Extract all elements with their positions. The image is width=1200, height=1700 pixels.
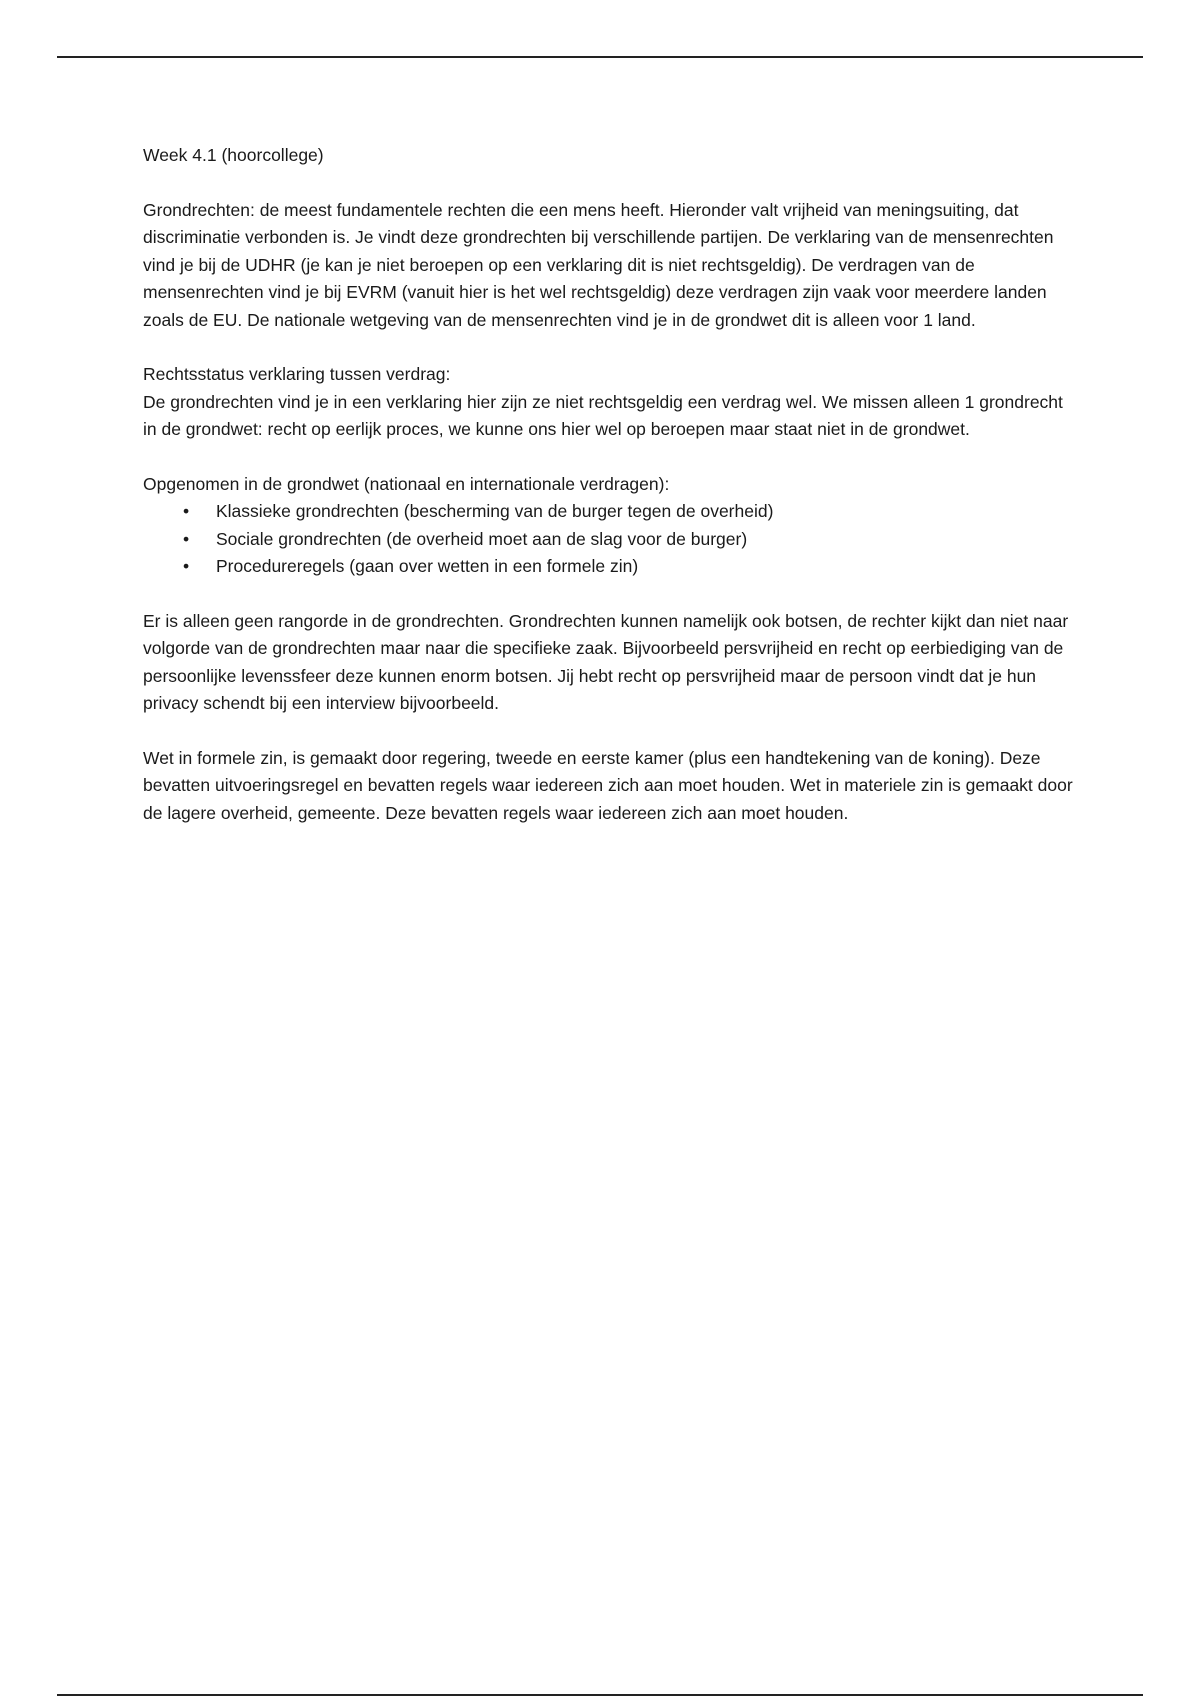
page-title: Week 4.1 (hoorcollege) (143, 145, 324, 165)
header-rule (57, 56, 1143, 58)
paragraph-opgenomen-heading: Opgenomen in de grondwet (nationaal en internationale verdragen): (143, 473, 670, 494)
document-body (143, 142, 1078, 854)
list-item (143, 526, 1078, 554)
bullet-list (143, 498, 1078, 581)
paragraph-wet: Wet in formele zin, is gemaakt door regering, tweede en eerste kamer (plus een handtekening van de koning). Deze bevatten uitvoeringsregel en bevatten regels waar iedereen zich aan moet houden. Wet in materiele zin is gemaakt door de lagere overheid, gemeente. Deze bevatten regels waar iedereen zich aan moet houden. (143, 747, 1073, 823)
paragraph-rechtsstatus-heading: Rechtsstatus verklaring tussen verdrag: (143, 364, 451, 384)
bullet-icon: • (183, 556, 190, 576)
list-item (143, 498, 1078, 526)
paragraph-rechtsstatus-body: De grondrechten vind je in een verklaring hier zijn ze niet rechtsgeldig een verdrag wel. We missen alleen 1 grondrecht in de grondwet: recht op eerlijk proces, we kunne ons hier wel op beroepen maar staat niet in de grondwet. (143, 391, 1063, 439)
footer-rule (57, 1694, 1143, 1696)
bullet-icon: • (183, 501, 190, 521)
list-item (143, 553, 1078, 581)
list-item-text: Procedureregels (gaan over wetten in een formele zin) (216, 556, 639, 576)
paragraph-grondrechten: Grondrechten: de meest fundamentele rechten die een mens heeft. Hieronder valt vrijheid van meningsuiting, dat discriminatie verbonden is. Je vindt deze grondrechten bij verschillende partijen. De verklaring van de mensenrechten vind je bij de UDHR (je kan je niet beroepen op een verklaring dit is niet rechtsgeldig). De verdragen van de mensenrechten vind je bij EVRM (vanuit hier is het wel rechtsgeldig) deze verdragen zijn vaak voor meerdere landen zoals de EU. De nationale wetgeving van de mensenrechten vind je in de grondwet dit is alleen voor 1 land. (143, 199, 1054, 330)
paragraph-rangorde: Er is alleen geen rangorde in de grondrechten. Grondrechten kunnen namelijk ook botsen, de rechter kijkt dan niet naar volgorde van de grondrechten maar naar die specifieke zaak. Bijvoorbeeld persvrijheid en recht op eerbiediging van de persoonlijke levenssfeer deze kunnen enorm botsen. Jij hebt recht op persvrijheid maar de persoon vindt dat je hun privacy schendt bij een interview bijvoorbeeld. (143, 610, 1069, 713)
bullet-icon: • (183, 528, 190, 549)
list-item-text: Sociale grondrechten (de overheid moet aan de slag voor de burger) (216, 528, 748, 549)
list-item-text: Klassieke grondrechten (bescherming van de burger tegen de overheid) (216, 501, 774, 521)
